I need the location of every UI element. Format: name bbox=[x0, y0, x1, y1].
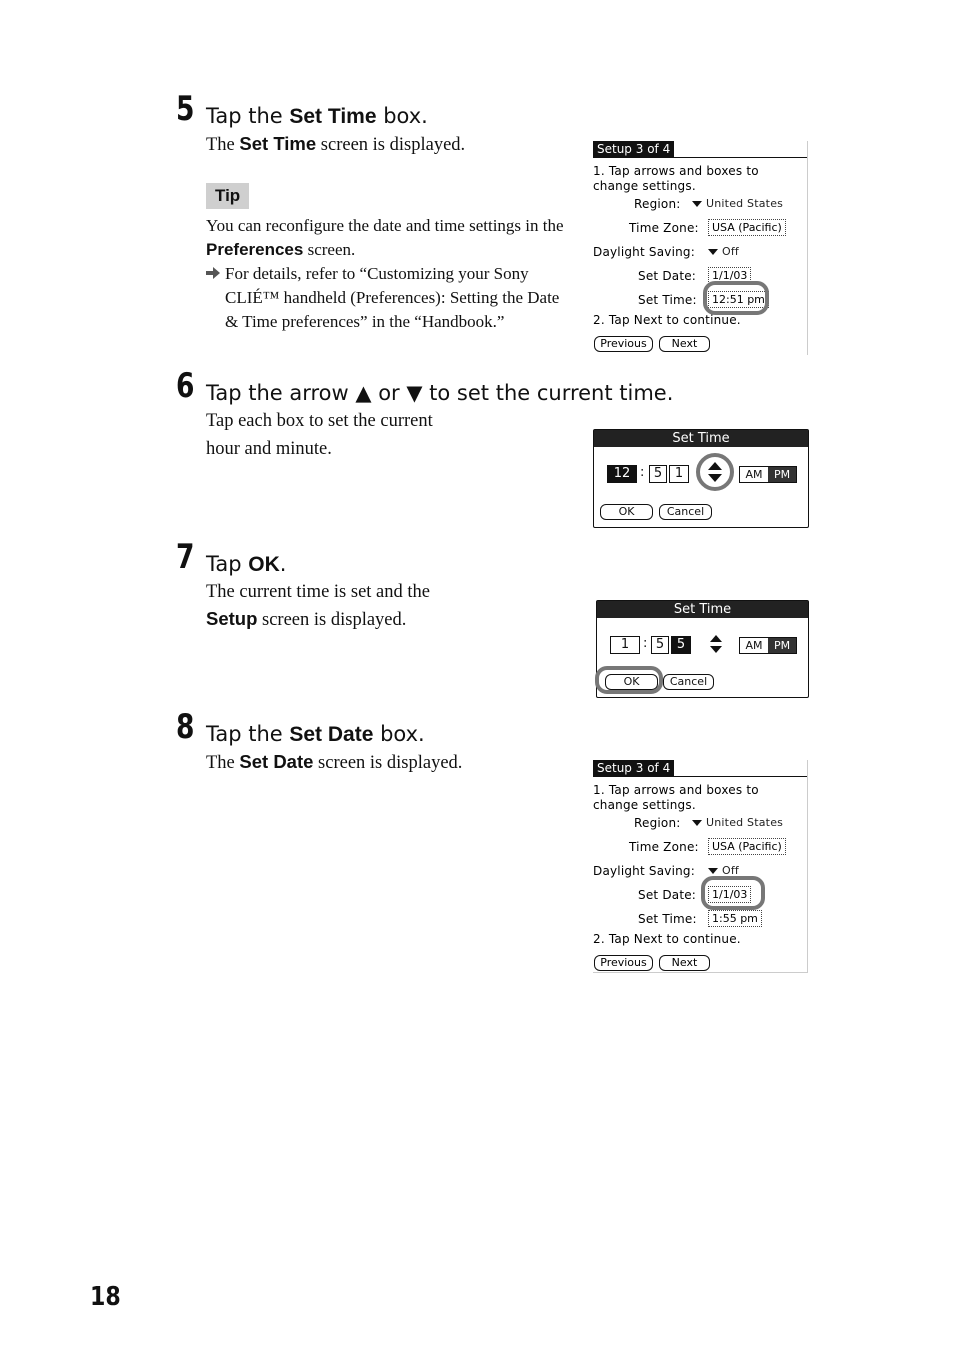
dst-value: Off bbox=[722, 864, 740, 877]
step-number-7: 7 bbox=[176, 537, 195, 577]
step-7-body-line-1: The current time is set and the bbox=[206, 582, 430, 602]
tip-ref-line-3: & Time preferences” in the “Handbook.” bbox=[225, 312, 505, 331]
step-7-heading-bold: OK bbox=[248, 553, 280, 576]
minute-tens-box[interactable]: 5 bbox=[651, 636, 669, 654]
set-date-box[interactable]: 1/1/03 bbox=[708, 267, 751, 284]
dst-value: Off bbox=[722, 245, 740, 258]
set-time-dialog-ok bbox=[596, 600, 809, 698]
tip-ref-line-2: CLIÉ™ handheld (Preferences): Setting the Date bbox=[225, 288, 560, 307]
am-option[interactable]: AM bbox=[745, 468, 763, 481]
step-5-heading bbox=[206, 103, 428, 130]
time-separator: : bbox=[640, 465, 645, 480]
instruction-1b: change settings. bbox=[593, 798, 696, 812]
ok-button[interactable]: OK bbox=[600, 504, 653, 520]
previous-button[interactable]: Previous bbox=[594, 336, 653, 352]
previous-button[interactable]: Previous bbox=[594, 955, 653, 971]
minute-ones-box[interactable]: 1 bbox=[669, 465, 689, 483]
timezone-box[interactable]: USA (Pacific) bbox=[708, 219, 786, 236]
step-6-body-line-2: hour and minute. bbox=[206, 439, 332, 459]
step-8-body-end: screen is displayed. bbox=[313, 753, 463, 773]
am-pm-selector[interactable] bbox=[739, 466, 797, 483]
set-time-label: Set Time: bbox=[638, 912, 697, 926]
step-8-heading bbox=[206, 721, 425, 748]
ok-button[interactable]: OK bbox=[605, 674, 658, 690]
am-option[interactable]: AM bbox=[745, 639, 763, 652]
region-selector[interactable] bbox=[692, 197, 783, 210]
set-time-label: Set Time: bbox=[638, 293, 697, 307]
screen-bottom-edge bbox=[593, 972, 808, 973]
step-5-heading-end: box. bbox=[376, 104, 428, 128]
step-7-heading bbox=[206, 551, 286, 578]
step-6-body-line-1: Tap each box to set the current bbox=[206, 411, 433, 431]
setup-tab: Setup 3 of 4 bbox=[593, 141, 674, 157]
tab-rule bbox=[593, 776, 808, 777]
step-5-heading-bold: Set Time bbox=[289, 105, 377, 128]
highlight-circle bbox=[595, 666, 663, 694]
dst-selector[interactable] bbox=[708, 245, 739, 258]
setup-tab: Setup 3 of 4 bbox=[593, 760, 674, 776]
step-5-heading-text: Tap the bbox=[206, 104, 290, 128]
step-8-body bbox=[206, 750, 462, 775]
instruction-1a: 1. Tap arrows and boxes to bbox=[593, 783, 759, 797]
step-8-heading-bold: Set Date bbox=[289, 723, 374, 746]
time-separator: : bbox=[643, 636, 648, 651]
cancel-button[interactable]: Cancel bbox=[659, 504, 712, 520]
highlight-circle bbox=[703, 281, 769, 315]
pm-option[interactable]: PM bbox=[768, 467, 796, 482]
timezone-box[interactable]: USA (Pacific) bbox=[708, 838, 786, 855]
set-time-dialog bbox=[593, 429, 809, 528]
instruction-2: 2. Tap Next to continue. bbox=[593, 932, 741, 946]
step-5-body-text: The bbox=[206, 135, 240, 155]
hour-box[interactable]: 1 bbox=[610, 636, 640, 654]
highlight-circle bbox=[696, 453, 734, 491]
step-5-body bbox=[206, 132, 465, 157]
step-8-body-bold: Set Date bbox=[239, 751, 314, 772]
step-7-heading-end: . bbox=[279, 552, 287, 576]
tip-line-2 bbox=[206, 238, 355, 262]
tab-rule bbox=[593, 157, 808, 158]
dialog-title: Set Time bbox=[597, 601, 808, 618]
cancel-button[interactable]: Cancel bbox=[663, 674, 714, 690]
dst-label: Daylight Saving: bbox=[593, 245, 695, 259]
tip-label: Tip bbox=[206, 183, 249, 209]
step-7-body-bold: Setup bbox=[206, 608, 258, 629]
next-button[interactable]: Next bbox=[659, 955, 710, 971]
setup-screen-set-date bbox=[593, 760, 809, 973]
set-date-box[interactable]: 1/1/03 bbox=[708, 886, 751, 903]
step-5-body-end: screen is displayed. bbox=[316, 135, 466, 155]
setup-screen-set-time bbox=[593, 141, 809, 355]
tip-preferences-bold: Preferences bbox=[206, 240, 304, 259]
up-down-arrows-icon[interactable] bbox=[704, 632, 728, 661]
step-7-heading-text: Tap bbox=[206, 552, 249, 576]
set-date-label: Set Date: bbox=[638, 888, 697, 902]
hour-box[interactable]: 12 bbox=[607, 465, 637, 483]
step-number-8: 8 bbox=[176, 707, 195, 747]
step-8-body-text: The bbox=[206, 753, 240, 773]
screen-edge bbox=[807, 141, 808, 355]
page-number: 18 bbox=[90, 1282, 121, 1312]
dropdown-arrow-icon bbox=[708, 249, 718, 255]
step-number-5: 5 bbox=[176, 89, 195, 129]
region-value: United States bbox=[706, 197, 784, 210]
region-label: Region: bbox=[634, 816, 681, 830]
step-6-heading: Tap the arrow ▲ or ▼ to set the current time. bbox=[206, 381, 674, 405]
am-pm-selector[interactable] bbox=[739, 637, 797, 654]
dropdown-arrow-icon bbox=[708, 868, 718, 874]
dialog-title: Set Time bbox=[594, 430, 808, 447]
timezone-label: Time Zone: bbox=[629, 840, 699, 854]
region-selector[interactable] bbox=[692, 816, 783, 829]
instruction-1a: 1. Tap arrows and boxes to bbox=[593, 164, 759, 178]
pm-option[interactable]: PM bbox=[768, 638, 796, 653]
step-number-6: 6 bbox=[176, 366, 195, 406]
step-8-heading-end: box. bbox=[373, 722, 425, 746]
tip-line-2-end: screen. bbox=[303, 240, 356, 259]
dst-label: Daylight Saving: bbox=[593, 864, 695, 878]
minute-tens-box[interactable]: 5 bbox=[649, 465, 667, 483]
instruction-2: 2. Tap Next to continue. bbox=[593, 313, 741, 327]
region-label: Region: bbox=[634, 197, 681, 211]
next-button[interactable]: Next bbox=[659, 336, 710, 352]
arrow-right-icon bbox=[206, 266, 220, 284]
region-value: United States bbox=[706, 816, 784, 829]
step-8-heading-text: Tap the bbox=[206, 722, 290, 746]
set-time-box[interactable]: 1:55 pm bbox=[708, 910, 762, 927]
step-7-body-line-2 bbox=[206, 607, 406, 632]
minute-ones-box[interactable]: 5 bbox=[671, 636, 691, 654]
dropdown-arrow-icon bbox=[692, 201, 702, 207]
tip-line-1: You can reconfigure the date and time settings in the bbox=[206, 216, 564, 235]
highlight-circle bbox=[701, 876, 765, 910]
set-date-label: Set Date: bbox=[638, 269, 697, 283]
dropdown-arrow-icon bbox=[692, 820, 702, 826]
set-time-box[interactable]: 12:51 pm bbox=[708, 291, 769, 308]
timezone-label: Time Zone: bbox=[629, 221, 699, 235]
screen-edge bbox=[807, 760, 808, 973]
step-5-body-bold: Set Time bbox=[239, 133, 317, 154]
instruction-1b: change settings. bbox=[593, 179, 696, 193]
step-7-body-end: screen is displayed. bbox=[257, 610, 407, 630]
tip-ref-line-1: For details, refer to “Customizing your Sony bbox=[225, 264, 529, 283]
